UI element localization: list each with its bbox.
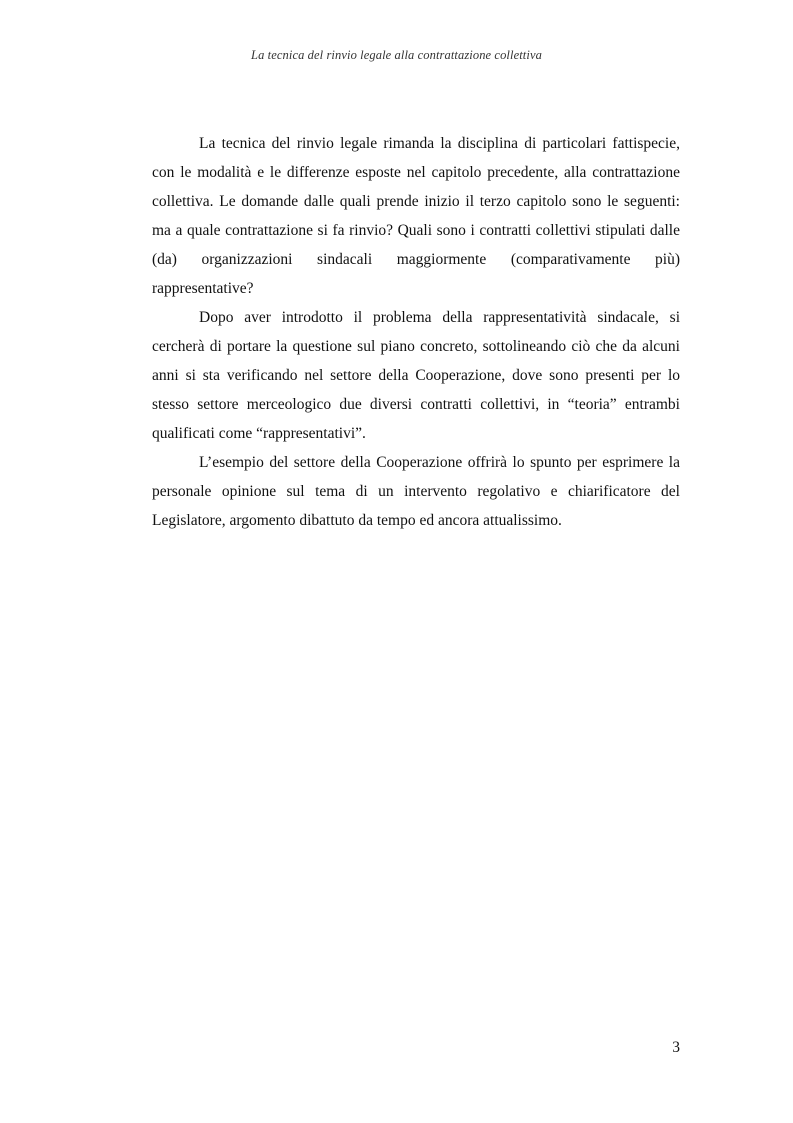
paragraph-1: La tecnica del rinvio legale rimanda la disciplina di particolari fattispecie, con le modalità e le differenze esposte nel capitolo precedente, alla contrattazione collettiva. Le domande dalle quali prende inizio il terzo capitolo sono le seguenti: ma a quale contrattazione si fa rinvio? Quali sono i contratti collettivi stipulati dalle (da) organizzazioni sindacali maggiormente (comparativamente più) rappresentative?: [152, 135, 680, 297]
paragraph-2: Dopo aver introdotto il problema della rappresentatività sindacale, si cercherà di portare la questione sul piano concreto, sottolineando ciò che da alcuni anni si sta verificando nel settore della Cooperazione, dove sono presenti per lo stesso settore merceologico due diversi contratti collettivi, in “teoria” entrambi qualificati come “rappresentativi”.: [152, 309, 680, 442]
paragraph-3: L’esempio del settore della Cooperazione offrirà lo spunto per esprimere la personale opinione sul tema di un intervento regolativo e chiarificatore del Legislatore, argomento dibattuto da tempo ed ancora attualissimo.: [152, 454, 680, 529]
page-number: 3: [672, 1039, 680, 1056]
running-header: La tecnica del rinvio legale alla contrattazione collettiva: [251, 48, 542, 62]
body-text: [152, 129, 680, 535]
